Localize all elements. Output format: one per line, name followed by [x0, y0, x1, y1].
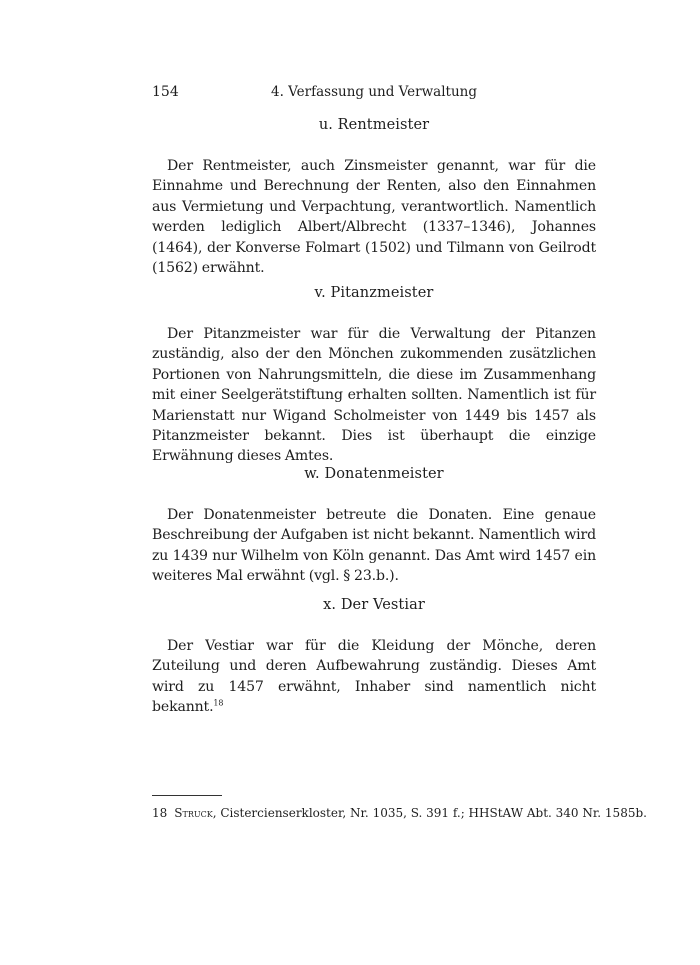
- section-donatenmeister: [152, 466, 596, 587]
- section-paragraph: [152, 636, 596, 718]
- section-vestiar: [152, 597, 596, 718]
- section-rentmeister: [152, 117, 596, 278]
- section-paragraph: Der Pitanzmeister war für die Verwaltung der Pitanzen zuständig, also der den Mönchen zukommenden zusätzlichen Portionen von Nahrungsmitteln, die diese im Zusammenhang mit einer Seelgerätstiftung erhalten sollten. Namentlich ist für Marienstatt nur Wigand Scholmeister von 1449 bis 1457 als Pitanzmeister bekannt. Dies ist überhaupt die einzige Erwähnung dieses Amtes.: [152, 326, 596, 465]
- section-heading: x. Der Vestiar: [323, 597, 425, 613]
- section-heading: v. Pitanzmeister: [314, 285, 434, 301]
- page-number: 154: [152, 84, 179, 100]
- section-pitanzmeister: [152, 285, 596, 467]
- footnote: [152, 805, 647, 821]
- footnote-text: , Cistercienserkloster, Nr. 1035, S. 391 f.; HHStAW Abt. 340 Nr. 1585b.: [212, 806, 647, 820]
- footnote-reference[interactable]: 18: [213, 698, 224, 708]
- running-head: [152, 84, 596, 104]
- section-paragraph: Der Donatenmeister betreute die Donaten. Eine genaue Beschreibung der Aufgaben ist nicht bekannt. Namentlich wird zu 1439 nur Wilhelm von Köln genannt. Das Amt wird 1457 ein weiteres Mal erwähnt (vgl. § 23.b.).: [152, 507, 596, 585]
- running-title: 4. Verfassung und Verwaltung: [270, 84, 477, 100]
- footnote-author: Struck: [174, 806, 213, 820]
- footnote-number: 18: [152, 806, 168, 820]
- section-heading: u. Rentmeister: [318, 117, 430, 133]
- section-paragraph: Der Rentmeister, auch Zinsmeister genannt, war für die Einnahme und Berechnung der Renten, also den Einnahmen aus Vermietung und Verpachtung, verantwortlich. Namentlich werden lediglich Albert/Albrecht (1337–1346), Johannes (1464), der Konverse Folmart (1502) und Tilmann von Geilrodt (1562) erwähnt.: [152, 158, 596, 277]
- footnote-divider: [152, 795, 222, 796]
- paragraph-text: Der Vestiar war für die Kleidung der Mönche, deren Zuteilung und deren Aufbewahrung zuständig. Dieses Amt wird zu 1457 erwähnt, Inhaber sind namentlich nicht bekannt.: [152, 638, 596, 716]
- section-heading: w. Donatenmeister: [304, 466, 444, 482]
